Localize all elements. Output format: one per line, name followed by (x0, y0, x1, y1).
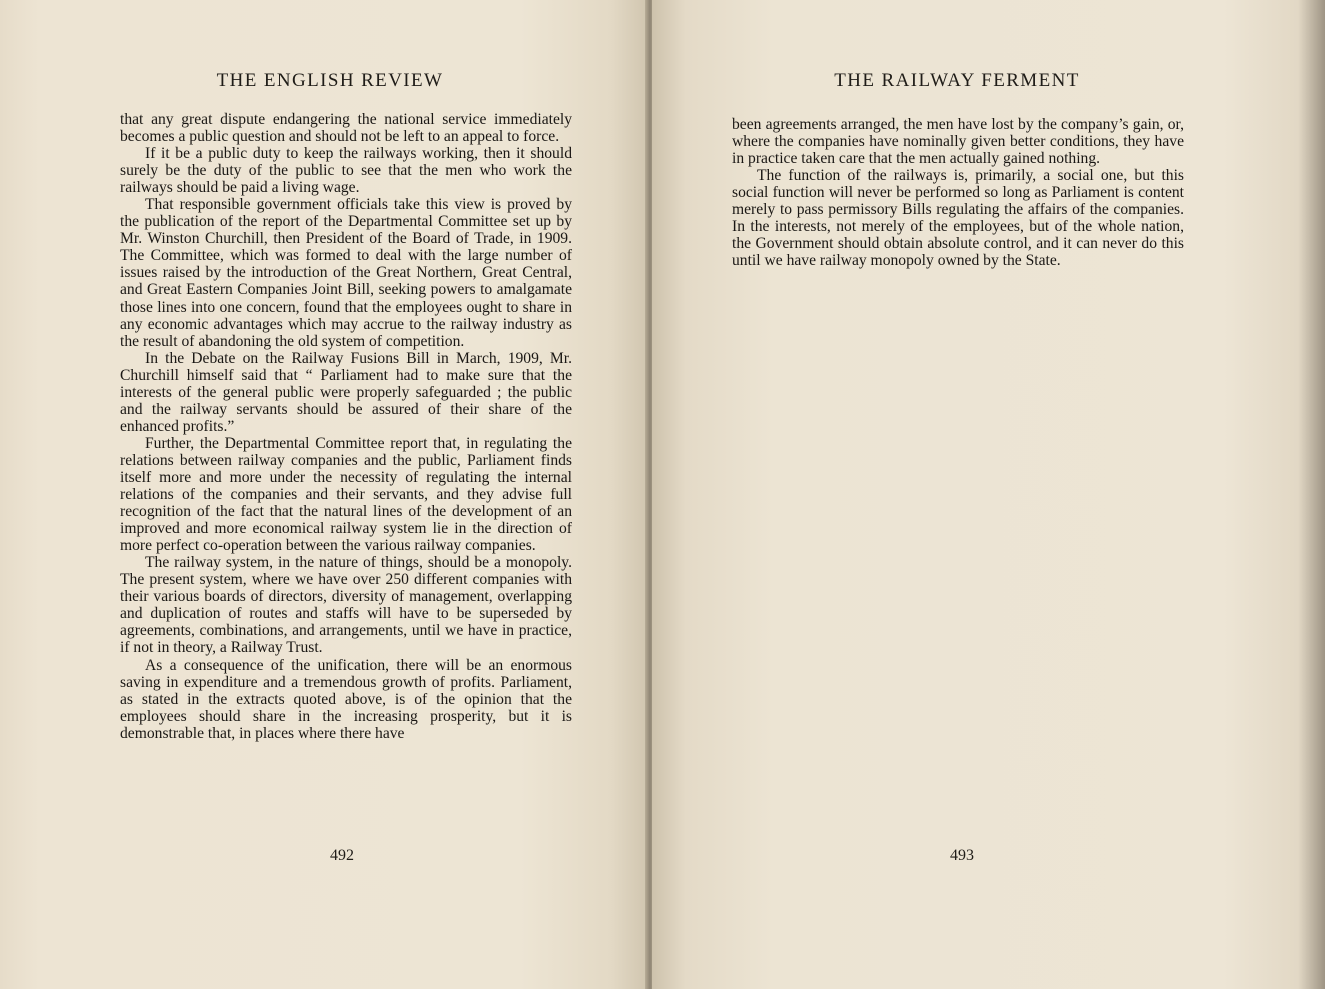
right-paragraph-2: The function of the railways is, primarily, a social one, but this social function will never be performed so long as Parliament is content merely to pass permissory Bills regulating the affairs of the companies. In the interests, not merely of the employees, but of the whole nation, the Government should obtain absolute control, and it can never do this until we have railway monopoly owned by the State. (732, 167, 1184, 270)
left-page (0, 0, 650, 989)
left-paragraph-3: That responsible government officials take this view is proved by the publication of the report of the Departmental Committee set up by Mr. Winston Churchill, then President of the Board of Trade, in 1909. The Committee, which was formed to deal with the large number of issues raised by the introduction of the Great Northern, Great Central, and Great Eastern Companies Joint Bill, seeking powers to amalgamate those lines into one concern, found that the employees ought to share in any economic advantages which may accrue to the railway industry as the result of abandoning the old system of competition. (120, 196, 572, 350)
left-paragraph-7: As a consequence of the unification, there will be an enormous saving in expenditure and a tremendous growth of profits. Parliament, as stated in the extracts quoted above, is of the opinion that the employees should share in the increasing prosperity, but it is demonstrable that, in places where there have (120, 656, 572, 742)
left-paragraph-6: The railway system, in the nature of things, should be a monopoly. The present system, where we have over 250 different companies with their various boards of directors, diversity of management, overlapping and duplication of routes and staffs will have to be superseded by agreements, combinations, and arrangements, until we have in practice, if not in theory, a Railway Trust. (120, 554, 572, 657)
right-page-number: 493 (950, 847, 974, 864)
right-running-head: THE RAILWAY FERMENT (834, 70, 1080, 91)
left-paragraph-1: that any great dispute endangering the national service immediately becomes a public question and should not be left to an appeal to force. (120, 111, 572, 146)
right-page (652, 0, 1325, 989)
left-paragraph-5: Further, the Departmental Committee report that, in regulating the relations between railway companies and the public, Parliament finds itself more and more under the necessity of regulating the internal relations of the companies and their servants, and they advise full recognition of the fact that the natural lines of the development of an improved and more economical railway system lie in the direction of more perfect co-operation between the various railway companies. (120, 434, 572, 555)
left-running-head: THE ENGLISH REVIEW (216, 70, 444, 91)
right-paragraph-1: been agreements arranged, the men have lost by the company’s gain, or, where the companies have nominally given better conditions, they have in practice taken care that the men actually gained nothing. (732, 116, 1184, 168)
left-body-text (120, 111, 572, 742)
left-paragraph-4: In the Debate on the Railway Fusions Bill in March, 1909, Mr. Churchill himself said that “ Parliament had to make sure that the interests of the general public were properly safeguarded ; the public and the railway servants should be assured of their share of the enhanced profits.” (120, 349, 572, 435)
right-body-text (732, 116, 1184, 269)
left-page-number: 492 (330, 847, 354, 864)
left-paragraph-2: If it be a public duty to keep the railways working, then it should surely be the duty of the public to see that the men who work the railways should be paid a living wage. (120, 145, 572, 197)
